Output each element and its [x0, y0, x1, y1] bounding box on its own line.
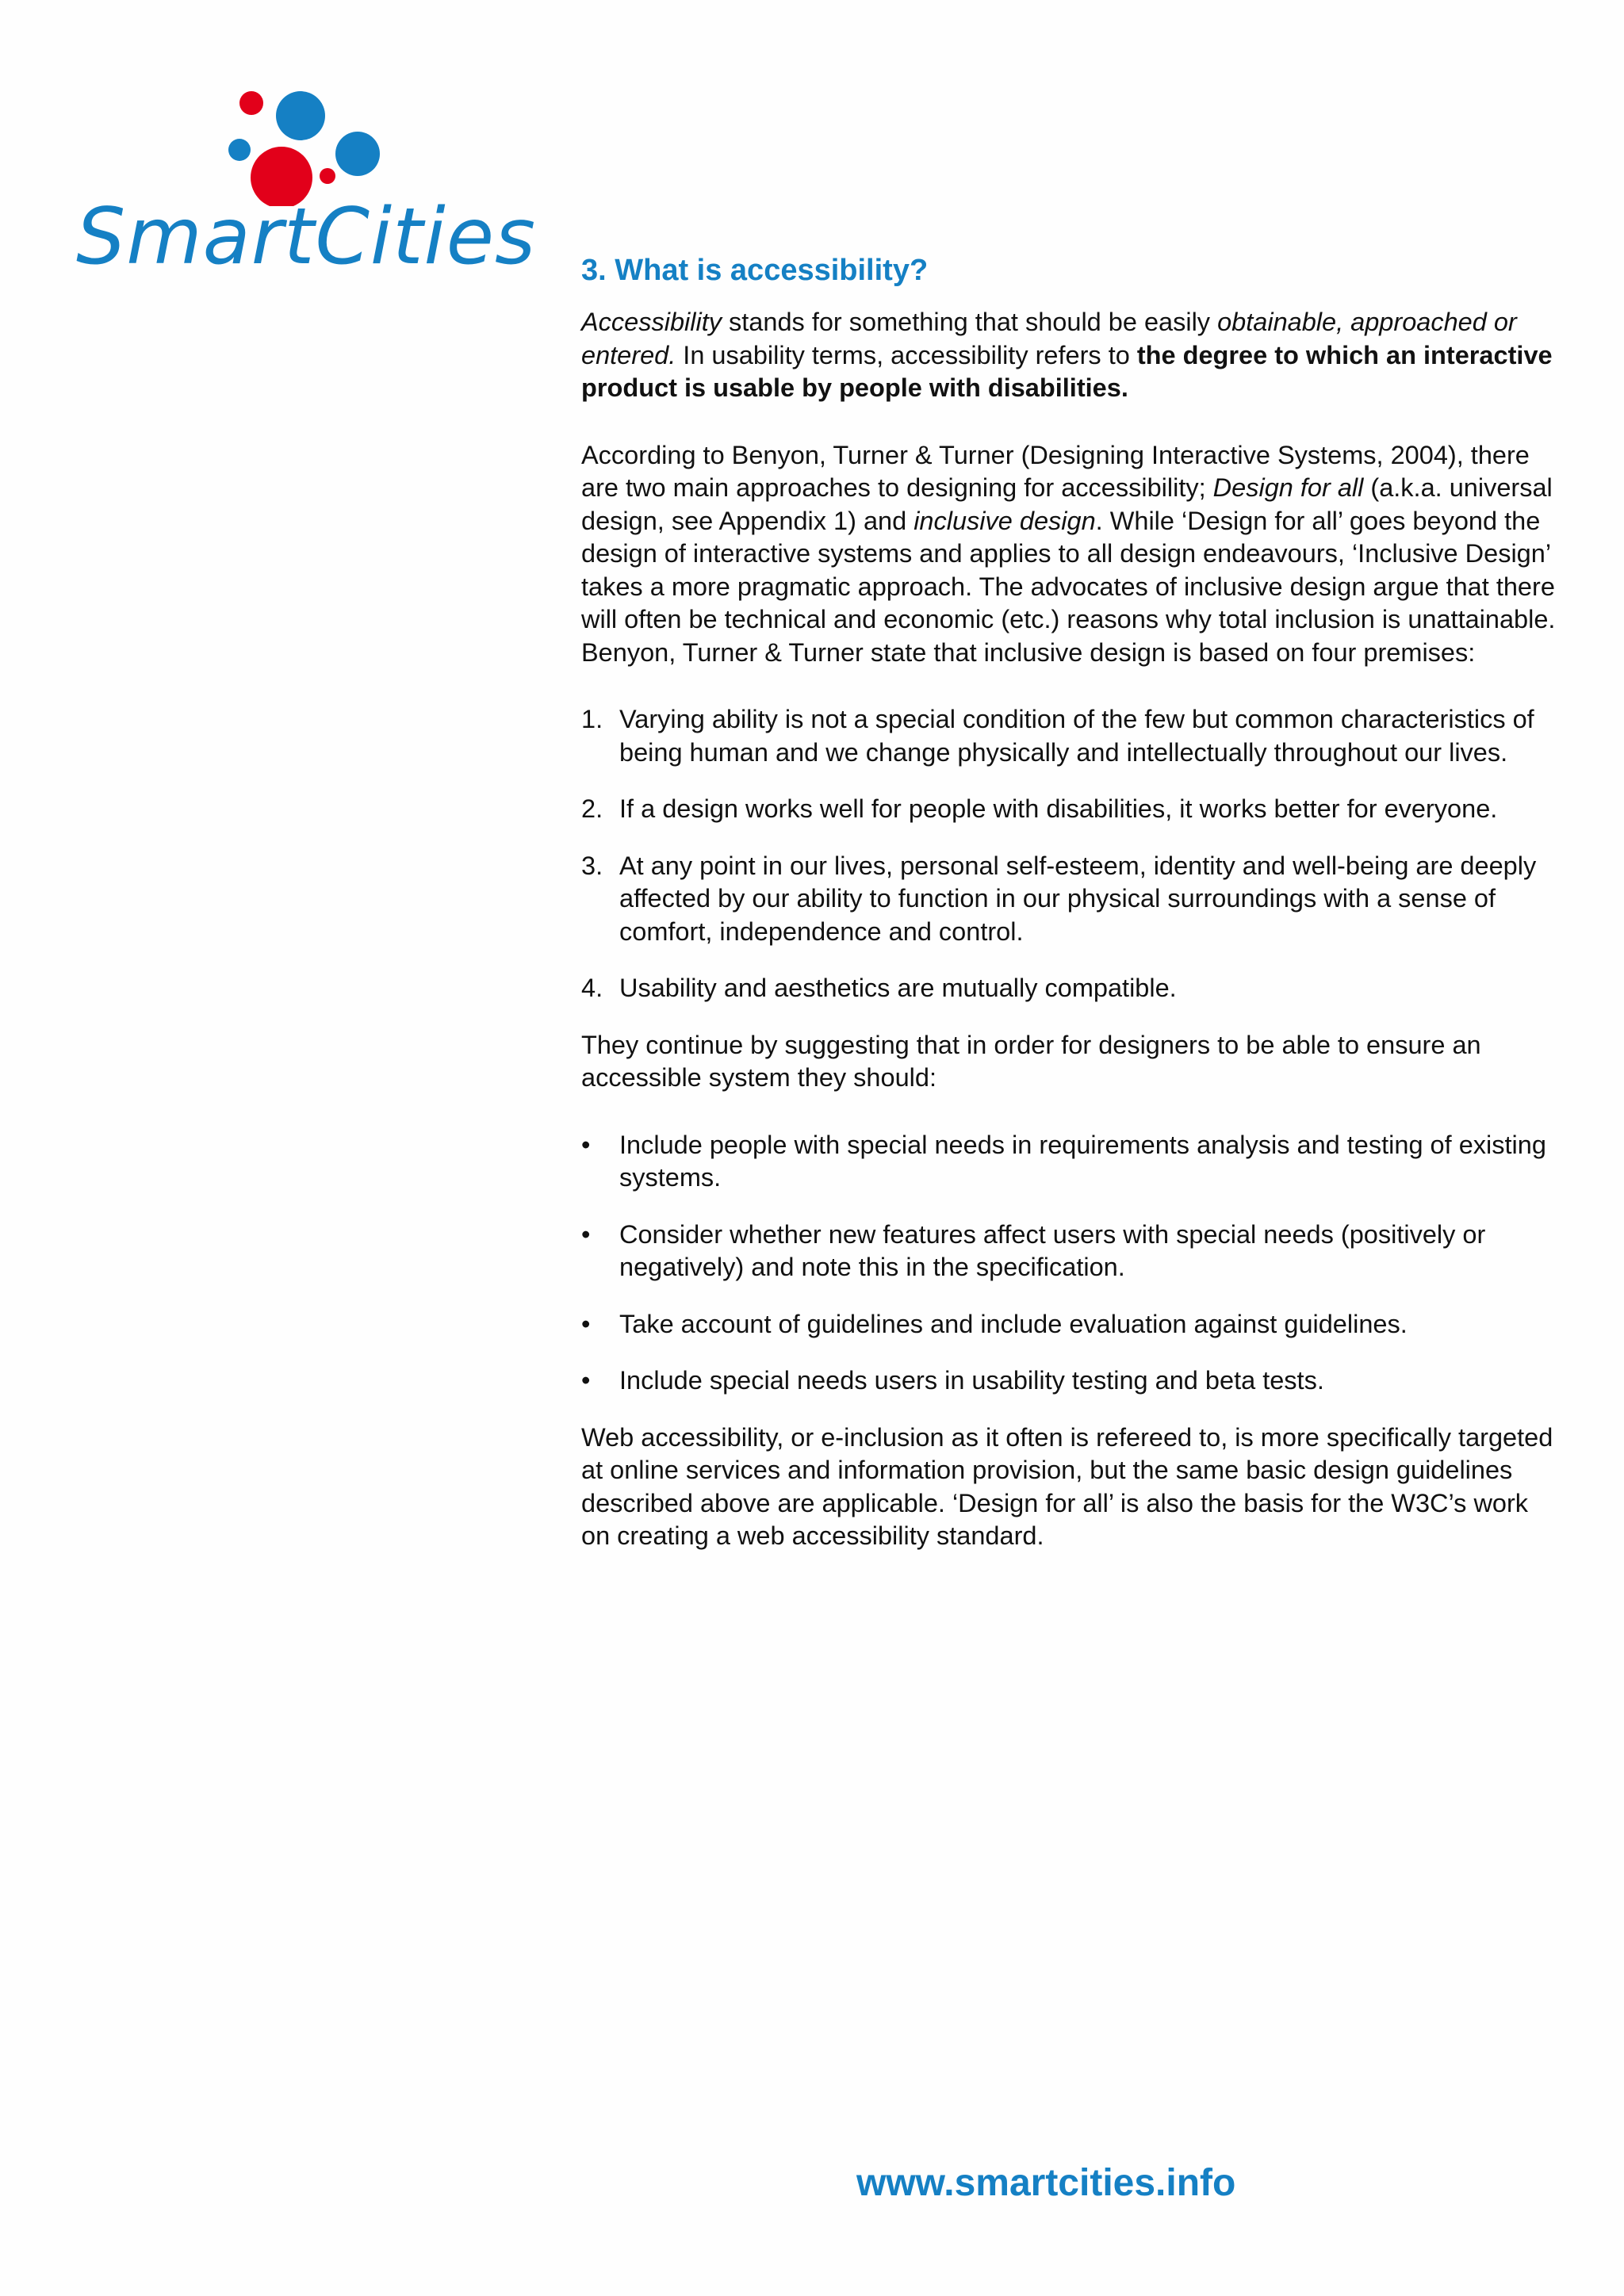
intro-text-1: stands for something that should be easily — [722, 308, 1218, 336]
logo-wordmark: SmartCities — [76, 192, 537, 282]
logo-dots-icon — [76, 87, 409, 206]
list-item-text: If a design works well for people with disabilities, it works better for everyone. — [619, 794, 1498, 823]
inclusive-design-term: inclusive design — [914, 506, 1096, 535]
bullet-icon: • — [581, 1219, 591, 1249]
list-marker: 1. — [581, 705, 603, 733]
list-item-text: Take account of guidelines and include evaluation against guidelines. — [619, 1309, 1408, 1338]
approaches-paragraph — [581, 439, 1557, 670]
list-item-text: Include special needs users in usability testing and beta tests. — [619, 1366, 1324, 1395]
list-item — [581, 972, 1557, 1005]
premises-list — [581, 703, 1557, 1005]
bullet-icon: • — [581, 1309, 591, 1338]
intro-text-2: In usability terms, accessibility refers to — [676, 340, 1137, 369]
intro-paragraph — [581, 306, 1557, 405]
continue-paragraph: They continue by suggesting that in order for designers to be able to ensure an accessible system they should: — [581, 1030, 1481, 1092]
list-marker: 4. — [581, 974, 603, 1002]
approaches-text-3: . While ‘Design for all’ goes beyond the design of interactive systems and applies to all design endeavours, ‘Inclusive Design’ takes a more pragmatic approach. The advocates of inclusive design argue that there will often be technical and economic (etc.) reasons why total inclusion is unattainable. Benyon, Turner & Turner state that inclusive design is based on four premises: — [581, 506, 1556, 667]
intro-bold-definition: the degree to which an interactive product is usable by people with disabilities. — [581, 340, 1553, 402]
section-heading: 3. What is accessibility? — [581, 254, 929, 287]
list-item-text: At any point in our lives, personal self-esteem, identity and well-being are deeply affected by our ability to function in our physical surroundings with a sense of comfort, independence and control. — [619, 851, 1537, 946]
recommendations-list — [581, 1129, 1557, 1398]
list-item-text: Include people with special needs in requirements analysis and testing of existing systems. — [619, 1130, 1546, 1192]
design-for-all-term: Design for all — [1212, 473, 1364, 502]
list-item — [581, 1129, 1557, 1195]
intro-definition: obtainable, approached or entered. — [581, 308, 1517, 369]
list-item-text: Usability and aesthetics are mutually compatible. — [619, 974, 1177, 1002]
list-item — [581, 1308, 1557, 1341]
list-item — [581, 793, 1557, 826]
list-item — [581, 1364, 1557, 1398]
list-marker: 2. — [581, 794, 603, 823]
bullet-icon: • — [581, 1366, 591, 1395]
approaches-text-1: According to Benyon, Turner & Turner (Designing Interactive Systems, 2004), there are two main approaches to designing for accessibility; — [581, 440, 1530, 502]
smartcities-logo — [76, 87, 537, 301]
intro-term: Accessibility — [581, 308, 722, 336]
list-item — [581, 1219, 1557, 1284]
footer-website-link[interactable]: www.smartcities.info — [856, 2162, 1236, 2204]
list-item-text: Consider whether new features affect users with special needs (positively or negatively) and note this in the specification. — [619, 1219, 1486, 1281]
main-content — [581, 252, 1557, 1553]
list-marker: 3. — [581, 851, 603, 880]
list-item-text: Varying ability is not a special condition of the few but common characteristics of being human and we change physically and intellectually throughout our lives. — [619, 705, 1534, 767]
list-item — [581, 703, 1557, 769]
closing-paragraph: Web accessibility, or e-inclusion as it often is refereed to, is more specifically targeted at online services and information provision, but the same basic design guidelines described above are applicable. ‘Design for all’ is also the basis for the W3C’s work on creating a web accessibility standard. — [581, 1422, 1553, 1550]
approaches-text-2: (a.k.a. universal design, see Appendix 1) and — [581, 473, 1553, 535]
bullet-icon: • — [581, 1130, 591, 1159]
list-item — [581, 850, 1557, 949]
